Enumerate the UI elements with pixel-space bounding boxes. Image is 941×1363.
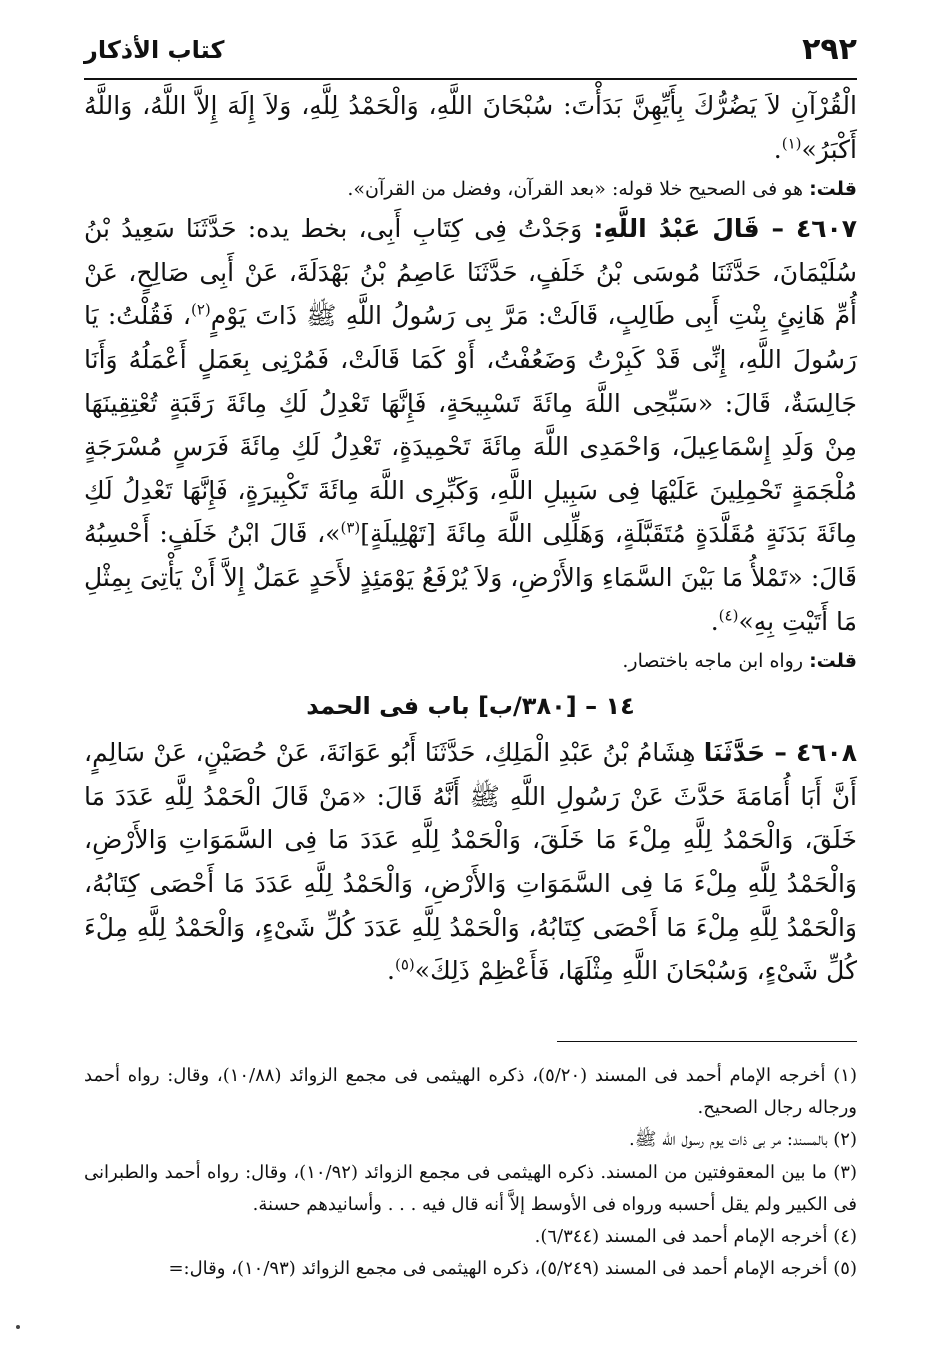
commentary-text: رواه ابن ماجه باختصار. [622,650,810,673]
footnote-5: (٥) أخرجه الإمام أحمد فى المسند (٥/٢٤٩)، ذكره الهيثمى فى مجمع الزوائد (١٠/٩٣)، وقال:= [168,1258,857,1280]
hadith-number: ٤٦٠٧ – [771,214,857,244]
hadith-text: »، قَالَ ابْنُ خَلَفٍ: أَحْسِبُهُ قَالَ: «تَمْلأُ مَا بَيْنَ السَّمَاءِ وَالأَرْضِ، وَلاَ يُرْفَعُ يَوْمَئِذٍ لأَحَدٍ عَمَلٌ إِلاَّ أَنْ يَأْتِىَ بِمِثْلِ مَا أَتَيْتِ بِهِ» [84,519,857,636]
section-heading: ١٤ – [٣٨٠/ب] باب فى الحمد [306,692,635,721]
footnote-ref: (٣) [340,519,361,538]
main-text [84,84,857,993]
paragraph-continuation [84,84,857,171]
footnote-ref: (٥) [395,955,415,974]
commentary-text: هو فى الصحيح خلا قوله: «بعد القرآن، وفضل من القرآن». [347,178,810,201]
footnote-3: (٣) ما بين المعقوفتين من المسند. ذكره الهيثمى فى مجمع الزوائد (١٠/٩٢)، وقال: رواه أحمد والطبرانى فى الكبير ولم يقل أحسبه ورواه فى الأوسط إلاَّ أنه قال فيه . . . وأسانيدهم حسنة. [84,1161,857,1215]
footnote-4: (٤) أخرجه الإمام أحمد فى المسند (٦/٣٤٤). [534,1226,857,1248]
footnote-rule [557,1041,857,1042]
hadith-lead: قَالَ عَبْدُ اللَّهِ: [593,214,772,244]
footnote-ref: (٢) [191,301,211,320]
footnote-ref: (١) [781,134,802,153]
hadith-tail: . [710,606,719,636]
footnote-1: (١) أخرجه الإمام أحمد فى المسند (٥/٢٠)، ذكره الهيثمى فى مجمع الزوائد (١٠/٨٨)، وقال: رواه أحمد ورجاله رجال الصحيح. [84,1065,857,1119]
hadith-tail: . [387,956,395,986]
footnote-ref: (٤) [718,606,739,625]
paragraph-tail: . [773,134,782,164]
footnote-2: (٢) بالمسند: مر بى ذات يوم رسول الله ﷺ. [628,1129,857,1151]
commentary-note [84,643,857,679]
commentary-label: قلت: [809,178,857,201]
commentary-label: قلت: [809,650,857,673]
footnotes [84,1060,857,1285]
commentary-note [84,171,857,207]
scan-speck [16,1325,20,1329]
book-title: كتاب الأذكار [84,36,225,64]
hadith-4608 [84,731,857,993]
hadith-number: ٤٦٠٨ – [774,738,857,768]
hadith-4607 [84,207,857,643]
hadith-text: هِشَامُ بْنُ عَبْدِ الْمَلِكِ، حَدَّثَنَا أَبُو عَوَانَةَ، عَنْ حُصَيْنٍ، عَنْ سَالِمٍ، أَنَّ أَبَا أُمَامَةَ حَدَّثَ عَنْ رَسُولِ اللَّهِ ﷺ أَنَّهُ قَالَ: «مَنْ قَالَ الْحَمْدُ لِلَّهِ عَدَدَ مَا خَلَقَ، وَالْحَمْدُ لِلَّهِ مِلْءَ مَا خَلَقَ، وَالْحَمْدُ لِلَّهِ عَدَدَ مَا فِى السَّمَوَاتِ وَالأَرْضِ، وَالْحَمْدُ لِلَّهِ مِلْءَ مَا فِى السَّمَوَاتِ وَالأَرْضِ، وَالْحَمْدُ لِلَّهِ عَدَدَ مَا أَحْصَى كِتَابُهُ، وَالْحَمْدُ لِلَّهِ مِلْءَ مَا أَحْصَى كِتَابُهُ، وَالْحَمْدُ لِلَّهِ عَدَدَ كُلِّ شَىْءٍ، وَالْحَمْدُ لِلَّهِ مِلْءَ كُلِّ شَىْءٍ، وَسُبْحَانَ اللَّهِ مِثْلَهَا، فَأَعْظِمْ ذَلِكَ» [84,738,857,986]
running-header [84,30,857,74]
hadith-text: ، فَقُلْتُ: يَا رَسُولَ اللَّهِ، إِنِّى قَدْ كَبِرْتُ وَضَعُفْتُ، أَوْ كَمَا قَالَتْ، فَمُرْنِى بِعَمَلٍ أَعْمَلُهُ وَأَنَا جَالِسَةٌ، قَالَ: «سَبِّحِى اللَّهَ مِائَةَ تَسْبِيحَةٍ، فَإِنَّهَا تَعْدِلُ لَكِ مِائَةَ رَقَبَةٍ تُعْتِقِينَهَا مِنْ وَلَدِ إِسْمَاعِيلَ، وَاحْمَدِى اللَّهَ مِائَةَ تَحْمِيدَةٍ، تَعْدِلُ لَكِ مِائَةَ فَرَسٍ مُسْرَجَةٍ مُلْجَمَةٍ تَحْمِلِينَ عَلَيْهَا فِى سَبِيلِ اللَّهِ، وَكَبِّرِى اللَّهَ مِائَةَ تَكْبِيرَةٍ، فَإِنَّهَا تَعْدِلُ لَكِ مِائَةَ بَدَنَةٍ مُقَلَّدَةٍ مُتَقَبَّلَةٍ، وَهَلِّلِى اللَّهَ مِائَةَ [تَهْلِيلَةٍ] [84,301,857,549]
page-number: ٢٩٢ [802,32,857,67]
paragraph-text: الْقُرْآنِ لاَ يَضُرُّكَ بِأَيِّهِنَّ بَدَأْتَ: سُبْحَانَ اللَّهِ، وَالْحَمْدُ لِلَّهِ، وَلاَ إِلَهَ إِلاَّ اللَّهُ، وَاللَّهُ أَكْبَرُ» [84,91,857,164]
hadith-text: وَجَدْتُ فِى كِتَابِ أَبِى، بخط يده: حَدَّثَنَا سَعِيدُ بْنُ سُلَيْمَانَ، حَدَّثَنَا مُوسَى بْنُ خَلَفٍ، حَدَّثَنَا عَاصِمُ بْنُ بَهْدَلَةَ، عَنْ أَبِى صَالِحٍ، عَنْ أُمِّ هَانِئٍ بِنْتِ أَبِى طَالِبٍ، قَالَتْ: مَرَّ بِى رَسُولُ اللَّهِ ﷺ ذَاتَ يَوْمٍ [84,214,857,331]
hadith-lead: حَدَّثَنَا [703,738,775,768]
header-rule [84,78,857,80]
